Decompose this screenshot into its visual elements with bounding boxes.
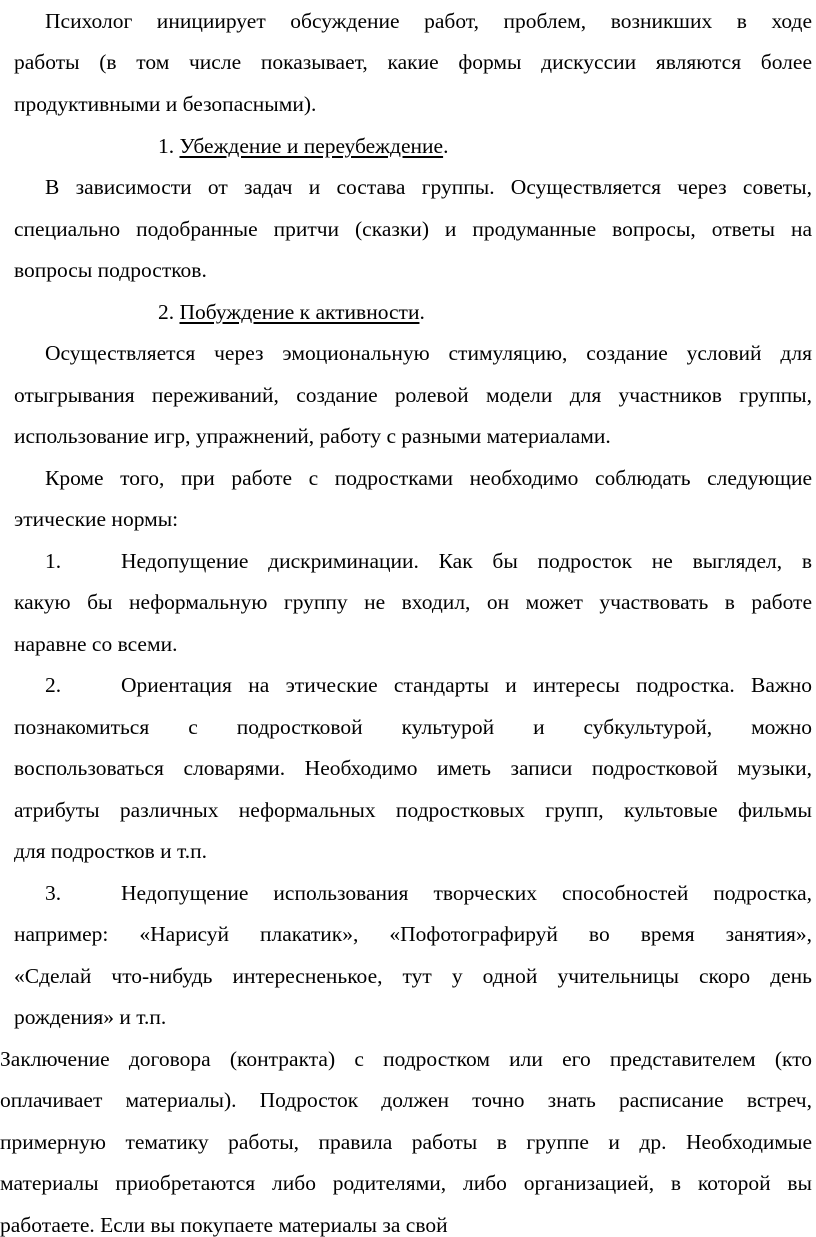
list-item-3-line-4: рождения» и т.п. bbox=[14, 1005, 167, 1029]
list-item-1-line-2: какую бы неформальную группу не входил, он может участвовать в работе bbox=[14, 590, 812, 614]
list-item-2-number: 2. bbox=[45, 673, 62, 697]
heading-2-period: . bbox=[419, 300, 425, 324]
paragraph-1-line-1: Психолог инициирует обсуждение работ, проблем, возникших в ходе bbox=[45, 9, 812, 33]
paragraph-3-line-2: отыгрывания переживаний, создание ролевой модели для участников группы, bbox=[14, 383, 812, 407]
paragraph-3-line-1: Осуществляется через эмоциональную стимуляцию, создание условий для bbox=[45, 341, 812, 365]
paragraph-4-line-2: этические нормы: bbox=[14, 507, 179, 531]
paragraph-2-line-2: специально подобранные притчи (сказки) и продуманные вопросы, ответы на bbox=[14, 217, 812, 241]
paragraph-3-line-3: использование игр, упражнений, работу с разными материалами. bbox=[14, 424, 611, 448]
heading-2 bbox=[158, 300, 425, 324]
list-item-1-line-1: Недопущение дискриминации. Как бы подросток не выглядел, в bbox=[121, 549, 812, 573]
paragraph-5-line-2: оплачивает материалы). Подросток должен точно знать расписание встреч, bbox=[0, 1088, 812, 1112]
paragraph-2-line-3: вопросы подростков. bbox=[14, 258, 207, 282]
heading-1-title: Убеждение и переубеждение bbox=[179, 134, 444, 158]
list-item-2-line-1: Ориентация на этические стандарты и интересы подростка. Важно bbox=[121, 673, 812, 697]
list-item-1-number: 1. bbox=[45, 549, 62, 573]
list-item-3-line-2: например: «Нарисуй плакатик», «Пофотографируй во время занятия», bbox=[14, 922, 812, 946]
heading-1-number: 1. bbox=[158, 134, 180, 158]
list-item-1-line-3: наравне со всеми. bbox=[14, 632, 178, 656]
paragraph-4-line-1: Кроме того, при работе с подростками необходимо соблюдать следующие bbox=[45, 466, 812, 490]
list-item-3-number: 3. bbox=[45, 881, 62, 905]
paragraph-5-line-5: работаете. Если вы покупаете материалы за свой bbox=[0, 1213, 448, 1237]
paragraph-5-line-1: Заключение договора (контракта) с подростком или его представителем (кто bbox=[0, 1047, 812, 1071]
list-item-3-line-1: Недопущение использования творческих способностей подростка, bbox=[121, 881, 812, 905]
list-item-2-line-3: воспользоваться словарями. Необходимо иметь записи подростковой музыки, bbox=[14, 756, 812, 780]
heading-1-period: . bbox=[443, 134, 449, 158]
paragraph-1-line-3: продуктивными и безопасными). bbox=[14, 92, 317, 116]
list-item-2-line-2: познакомиться с подростковой культурой и субкультурой, можно bbox=[14, 715, 812, 739]
paragraph-2-line-1: В зависимости от задач и состава группы. Осуществляется через советы, bbox=[45, 175, 812, 199]
heading-1 bbox=[158, 134, 448, 158]
list-item-2-line-4: атрибуты различных неформальных подростковых групп, культовые фильмы bbox=[14, 798, 812, 822]
list-item-2-line-5: для подростков и т.п. bbox=[14, 839, 208, 863]
paragraph-5-line-4: материалы приобретаются либо родителями, либо организацией, в которой вы bbox=[0, 1171, 812, 1195]
heading-2-number: 2. bbox=[158, 300, 180, 324]
paragraph-1-line-2: работы (в том числе показывает, какие формы дискуссии являются более bbox=[14, 50, 812, 74]
heading-2-title: Побуждение к активности bbox=[179, 300, 420, 324]
paragraph-5-line-3: примерную тематику работы, правила работы в группе и др. Необходимые bbox=[0, 1130, 812, 1154]
list-item-3-line-3: «Сделай что-нибудь интересненькое, тут у одной учительницы скоро день bbox=[14, 964, 812, 988]
